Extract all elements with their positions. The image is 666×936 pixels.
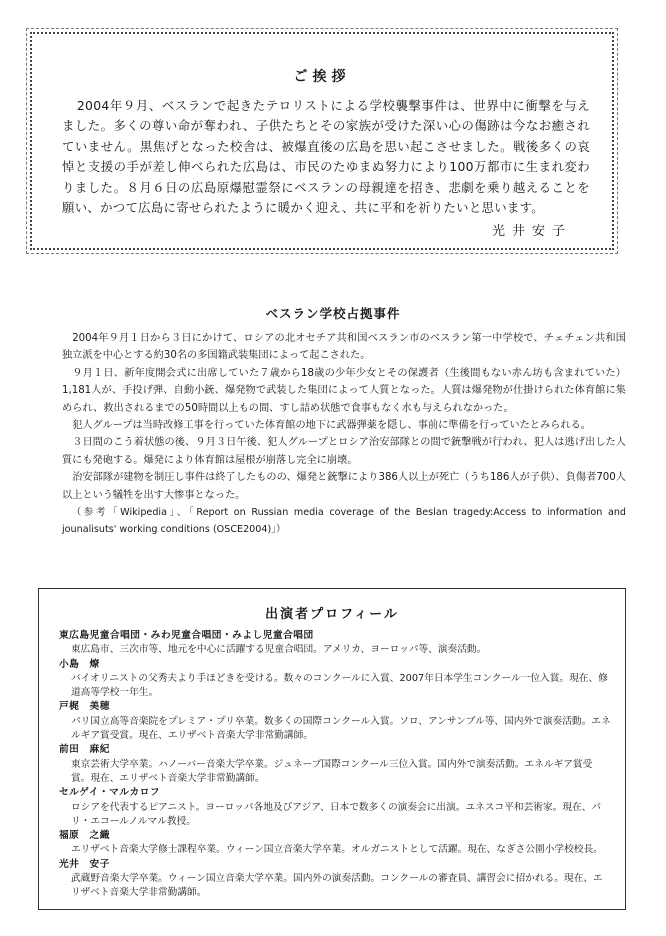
performer-name: 福原 之織 (59, 830, 110, 842)
performer-name: セルゲイ・マルカロフ (59, 787, 161, 799)
performer-name: 東広島児童合唱団・みわ児童合唱団・みよし児童合唱団 (59, 630, 314, 641)
performer-desc: パリ国立高等音楽院をプレミア・プリ卒業。数多くの国際コンクール入賞。ソロ、アンサンブル等、国内外で演奏活動。エネルギア賞受賞。現在、エリザベト音楽大学非常勤講師。 (71, 715, 611, 742)
beslan-paragraph: ９月１日、新年度開会式に出席していた７歳から18歳の少年少女とその保護者（生後間もない赤ん坊も含まれていた）1,181人が、手投げ弾、自動小銃、爆発物で武装した集団によって人質となった。人質は爆発物が仕掛けられた体育館に集められ、救出されるまでの50時間以上もの間、すし詰め状態で食事もなく水も与えられなかった。 (62, 367, 626, 414)
performer-desc: エリザベト音楽大学修士課程卒業。ウィーン国立音楽大学卒業。オルガニストとして活躍。現在、なぎさ公園小学校校長。 (71, 844, 603, 856)
beslan-body (62, 330, 626, 539)
performer-list (59, 629, 611, 901)
performer-desc: バイオリニストの父秀夫より手ほどきを受ける。数々のコンクールに入賞、2007年日本学生コンクール一位入賞。現在、修道高等学校一年生。 (71, 672, 608, 699)
performer-name: 前田 麻紀 (59, 744, 110, 756)
profile-title: 出演者プロフィール (265, 607, 399, 622)
performer-name: 戸梶 美穂 (59, 701, 110, 713)
greeting-signature: 光井安子 (491, 224, 572, 239)
greeting-box (30, 32, 614, 250)
performer-desc: 武蔵野音楽大学卒業。ウィーン国立音楽大学卒業。国内外の演奏活動。コンクールの審査員、講習会に招かれる。現在、エリザベト音楽大学非常勤講師。 (71, 873, 603, 899)
beslan-paragraph: 治安部隊が建物を制圧し事件は終了したものの、爆発と銃撃により386人以上が死亡（うち186人が子供）、負傷者700人以上という犠牲を出す大惨事となった。 (62, 472, 626, 501)
beslan-paragraph: ３日間のこう着状態の後、９月３日午後、犯人グループとロシア治安部隊との間で銃撃戦が行われ、犯人は逃げ出した人質にも発砲する。爆発により体育館は屋根が崩落し完全に崩壊。 (62, 437, 626, 466)
beslan-paragraph: 犯人グループは当時改修工事を行っていた体育館の地下に武器弾薬を隠し、事前に準備を行っていたとみられる。 (72, 420, 591, 432)
beslan-reference: （参考「Wikipedia」、「Report on Russian media coverage of the Beslan tragedy:Access to information and jounalisuts' working conditions (OSCE2004)」） (62, 507, 626, 536)
performer-desc: 東京芸術大学卒業。ハノーバー音楽大学卒業。ジュネーブ国際コンクール三位入賞。国内外で演奏活動。エネルギア賞受賞。現在、エリザベト音楽大学非常勤講師。 (71, 758, 593, 784)
beslan-title: ベスラン学校占拠事件 (265, 306, 401, 321)
beslan-paragraph: 2004年９月１日から３日にかけて、ロシアの北オセチア共和国ベスラン市のベスラン第一中学校で、チェチェン共和国独立派を中心とする約30名の多国籍武装集団によって起こされた。 (62, 333, 626, 362)
profile-box (38, 588, 626, 910)
greeting-body: 2004年９月、ベスランで起きたテロリストによる学校襲撃事件は、世界中に衝撃を与えました。多くの尊い命が奪われ、子供たちとその家族が受けた深い心の傷跡は今なお癒されていません。黒焦げとなった校舎は、被爆直後の広島を思い起こさせました。戦後多くの哀悼と支援の手が差し伸べられた広島は、市民のたゆまぬ努力により100万都市に生まれ変わりました。８月６日の広島原爆慰霊祭にベスランの母親達を招き、悲劇を乗り越えることを願い、かつて広島に寄せられたように暖かく迎え、共に平和を祈りたいと思います。 (62, 98, 590, 216)
performer-name: 小島 燎 (59, 658, 100, 670)
greeting-title: ご挨拶 (293, 69, 351, 85)
performer-desc: ロシアを代表するピアニスト。ヨーロッパ各地及びアジア、日本で数多くの演奏会に出演。ユネスコ平和芸術家。現在、パリ・エコールノルマル教授。 (71, 801, 602, 827)
performer-desc: 東広島市、三次市等、地元を中心に活躍する児童合唱団。アメリカ、ヨーロッパ等、演奏活動。 (71, 644, 487, 656)
performer-name: 光井 安子 (59, 858, 110, 870)
